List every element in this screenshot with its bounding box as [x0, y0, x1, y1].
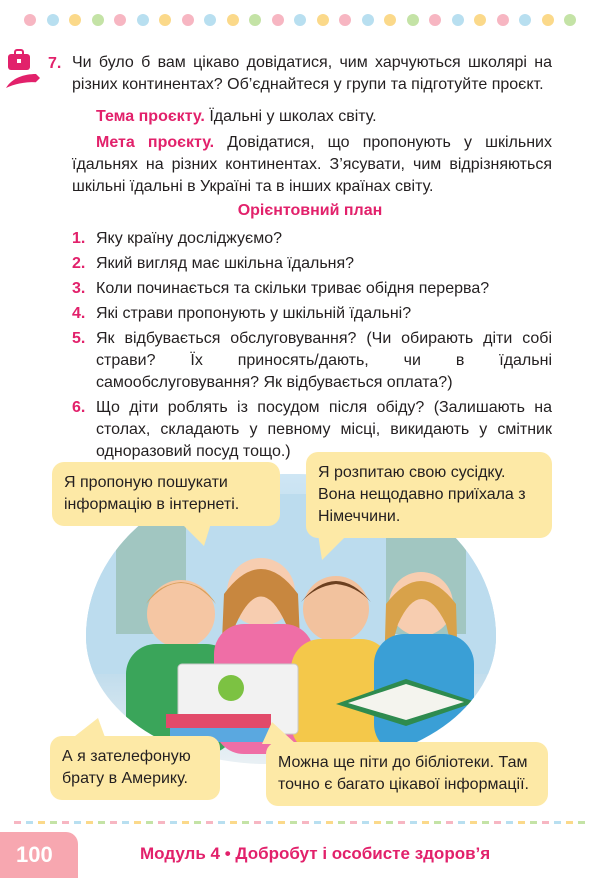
footer-dash — [350, 821, 357, 824]
plan-item-number: 4. — [72, 305, 86, 322]
plan-item-number: 2. — [72, 255, 86, 272]
footer-dash — [266, 821, 273, 824]
decorative-dot — [474, 14, 486, 26]
footer-dash — [422, 821, 429, 824]
project-topic — [96, 106, 552, 128]
footer-dash — [38, 821, 45, 824]
decorative-dot — [24, 14, 36, 26]
page-number-tab — [0, 832, 78, 878]
decorative-dot — [519, 14, 531, 26]
footer-dash — [446, 821, 453, 824]
decorative-dot — [564, 14, 576, 26]
footer-dash — [206, 821, 213, 824]
goal-label: Мета проєкту. — [96, 134, 215, 151]
footer-dash — [518, 821, 525, 824]
footer-dash — [410, 821, 417, 824]
bubble-tail — [262, 722, 296, 744]
footer-dash — [554, 821, 561, 824]
footer-dash — [290, 821, 297, 824]
bubble-text: А я зателефоную брату в Америку. — [62, 748, 191, 787]
footer-dash — [470, 821, 477, 824]
project-briefcase-icon — [4, 48, 40, 94]
footer-dash — [314, 821, 321, 824]
footer-dash — [158, 821, 165, 824]
decorative-dot — [227, 14, 239, 26]
footer-dash — [494, 821, 501, 824]
footer-dash — [434, 821, 441, 824]
footer-dash — [302, 821, 309, 824]
plan-item — [72, 328, 552, 394]
plan-item-number: 5. — [72, 330, 86, 347]
bubble-text: Я розпитаю свою сусідку. Вона нещодавно приїхала з Німеччини. — [318, 464, 526, 525]
speech-bubble-top-right — [306, 452, 552, 538]
speech-bubble-bottom-left — [50, 736, 220, 800]
bubble-tail — [318, 534, 348, 560]
goal-text: Довідатися, що пропонують у шкільних їдальнях на різних континентах. З’ясувати, чим відрізняються шкільні їдальні в Україні та в інших країнах світу. — [72, 134, 552, 195]
module-title: Модуль 4 • Добробут і особисте здоров’я — [140, 844, 491, 863]
footer-dash — [566, 821, 573, 824]
decorative-dot — [294, 14, 306, 26]
footer-dash — [50, 821, 57, 824]
plan-item-number: 6. — [72, 399, 86, 416]
decorative-dot — [542, 14, 554, 26]
footer-dash — [530, 821, 537, 824]
plan-item-text: Яку країну досліджуємо? — [96, 230, 283, 247]
page-number: 100 — [16, 842, 53, 867]
footer-dash — [62, 821, 69, 824]
footer-dash — [230, 821, 237, 824]
footer-dash — [218, 821, 225, 824]
plan-item-text: Який вигляд має шкільна їдальня? — [96, 255, 355, 272]
plan-item-text: Які страви пропонують у шкільній їдальні? — [96, 305, 412, 322]
footer-dash — [86, 821, 93, 824]
footer-dash — [14, 821, 21, 824]
decorative-dot — [249, 14, 261, 26]
footer-dash — [362, 821, 369, 824]
decorative-dot — [317, 14, 329, 26]
footer-dash — [74, 821, 81, 824]
footer-dash — [122, 821, 129, 824]
footer-dash — [26, 821, 33, 824]
task-question: Чи було б вам цікаво довідатися, чим харчуються школярі на різних континентах? Об’єднайтеся у групи та підготуйте проєкт. — [72, 54, 552, 93]
decorative-dot — [137, 14, 149, 26]
decorative-dot — [497, 14, 509, 26]
footer-dash — [458, 821, 465, 824]
footer-dash — [542, 821, 549, 824]
decorative-dot — [92, 14, 104, 26]
plan-item — [72, 303, 552, 325]
bubble-text: Можна ще піти до бібліотеки. Там точно є багато цікавої інформації. — [278, 754, 529, 793]
footer-dash — [242, 821, 249, 824]
plan-item — [72, 278, 552, 300]
footer-dash — [374, 821, 381, 824]
plan-item-number: 1. — [72, 230, 86, 247]
plan-item-text: Що діти роблять із посудом після обіду? (Залишають на столах, складають у певному місці, викидають у смітник одноразовий посуд тощо.) — [96, 399, 552, 460]
decorative-dot — [272, 14, 284, 26]
footer-dash — [254, 821, 261, 824]
decorative-dot-row — [24, 14, 584, 30]
decorative-dot — [362, 14, 374, 26]
speech-bubble-bottom-right — [266, 742, 548, 806]
plan-title: Орієнтовний план — [237, 202, 383, 219]
decorative-dot — [339, 14, 351, 26]
plan-item-text: Як відбувається обслуговування? (Чи обирають діти собі страви? Їх приносять/дають, чи в їдальні самообслуговування? Як відбувається оплата?) — [96, 330, 552, 391]
decorative-dot — [114, 14, 126, 26]
decorative-dot — [47, 14, 59, 26]
plan-item-number: 3. — [72, 280, 86, 297]
footer-dash — [194, 821, 201, 824]
footer-dash — [98, 821, 105, 824]
footer-dashed-line — [14, 820, 586, 826]
footer-dash — [386, 821, 393, 824]
bubble-text: Я пропоную пошукати інформацію в інтернеті. — [64, 474, 240, 513]
footer-dash — [134, 821, 141, 824]
footer-dash — [278, 821, 285, 824]
footer-dash — [338, 821, 345, 824]
footer-dash — [326, 821, 333, 824]
decorative-dot — [384, 14, 396, 26]
decorative-dot — [204, 14, 216, 26]
decorative-dot — [429, 14, 441, 26]
decorative-dot — [182, 14, 194, 26]
footer-dash — [398, 821, 405, 824]
footer-dash — [170, 821, 177, 824]
speech-bubble-top-left — [52, 462, 280, 526]
footer-dash — [110, 821, 117, 824]
bubble-tail — [178, 520, 212, 546]
decorative-dot — [159, 14, 171, 26]
decorative-dot — [69, 14, 81, 26]
plan-item — [72, 253, 552, 275]
footer-dash — [482, 821, 489, 824]
topic-label: Тема проєкту. — [96, 108, 205, 125]
footer-dash — [182, 821, 189, 824]
plan-item — [72, 228, 552, 250]
plan-list — [72, 228, 552, 466]
decorative-dot — [452, 14, 464, 26]
project-goal — [72, 132, 552, 198]
task-number: 7. — [48, 55, 62, 72]
topic-text: Їдальні у школах світу. — [209, 108, 377, 125]
footer-dash — [578, 821, 585, 824]
decorative-dot — [407, 14, 419, 26]
plan-item-text: Коли починається та скільки триває обідня перерва? — [96, 280, 490, 297]
footer-dash — [146, 821, 153, 824]
footer-dash — [506, 821, 513, 824]
